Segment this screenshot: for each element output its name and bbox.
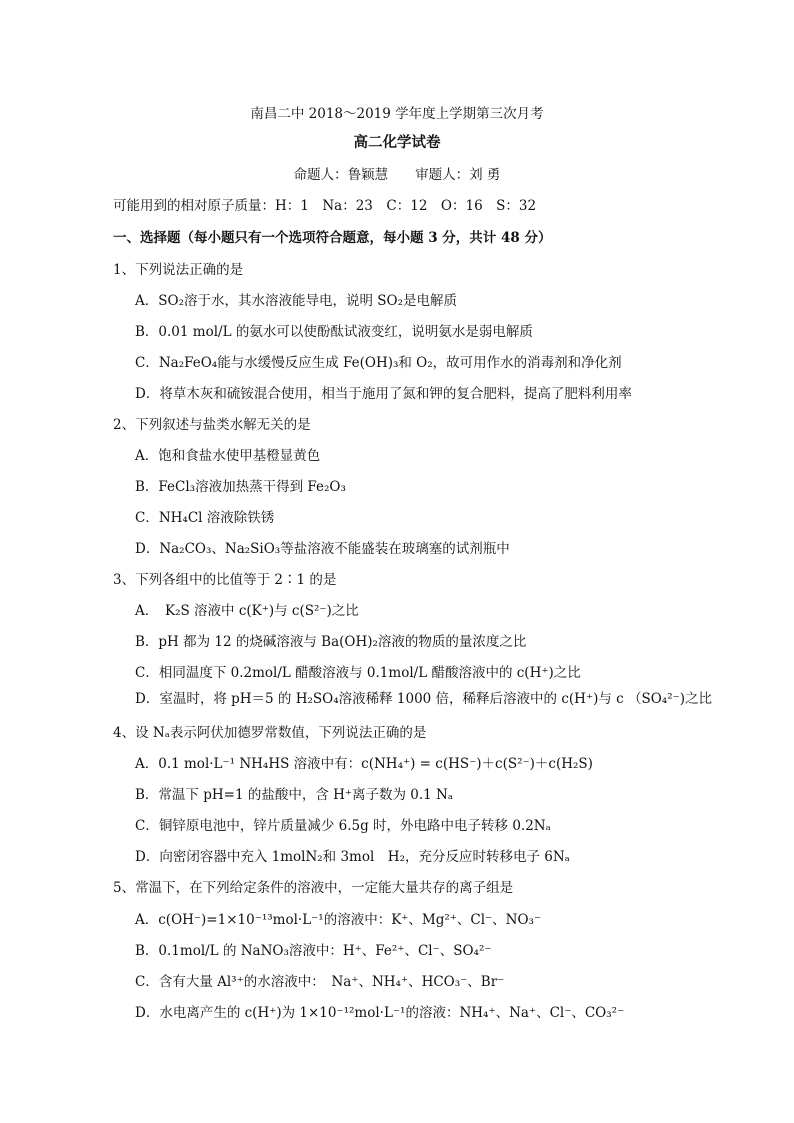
question-option: C．Na₂FeO₄能与水缓慢反应生成 Fe(OH)₃和 O₂，故可用作水的消毒剂和净化剂	[135, 355, 622, 371]
question-stem: 2、下列叙述与盐类水解无关的是	[113, 417, 311, 433]
question-option: A．SO₂溶于水，其水溶液能导电，说明 SO₂是电解质	[135, 293, 457, 309]
question-option: B．常温下 pH=1 的盐酸中，含 H⁺离子数为 0.1 Nₐ	[135, 787, 454, 803]
question-option: C．含有大量 Al³⁺的水溶液中： Na⁺、NH₄⁺、HCO₃⁻、Br⁻	[135, 974, 505, 990]
question-option: B．FeCl₃溶液加热蒸干得到 Fe₂O₃	[135, 479, 346, 495]
question-option: B．pH 都为 12 的烧碱溶液与 Ba(OH)₂溶液的物质的量浓度之比	[135, 634, 527, 650]
question-stem: 3、下列各组中的比值等于 2∶1 的是	[113, 572, 337, 588]
question-option: C．铜锌原电池中，锌片质量减少 6.5g 时，外电路中电子转移 0.2Nₐ	[135, 818, 551, 834]
question-option: A．饱和食盐水使甲基橙显黄色	[135, 448, 321, 464]
atomic-masses: 可能用到的相对原子质量：H：1 Na：23 C：12 O：16 S：32	[113, 198, 537, 214]
school-line: 南昌二中 2018～2019 学年度上学期第三次月考	[250, 106, 544, 122]
question-option: D．Na₂CO₃、Na₂SiO₃等盐溶液不能盛装在玻璃塞的试剂瓶中	[135, 541, 510, 557]
question-option: D．将草木灰和硫铵混合使用，相当于施用了氮和钾的复合肥料，提高了肥料利用率	[135, 386, 632, 402]
question-stem: 4、设 Nₐ表示阿伏加德罗常数值，下列说法正确的是	[113, 725, 427, 741]
question-option: A．0.1 mol·L⁻¹ NH₄HS 溶液中有：c(NH₄⁺) = c(HS⁻)＋c(S²⁻)＋c(H₂S)	[135, 756, 593, 772]
question-option: A．c(OH⁻)=1×10⁻¹³mol·L⁻¹的溶液中：K⁺、Mg²⁺、Cl⁻、NO₃⁻	[135, 912, 542, 928]
question-option: D．室温时，将 pH＝5 的 H₂SO₄溶液稀释 1000 倍，稀释后溶液中的 c(H⁺)与 c （SO₄²⁻)之比	[135, 691, 713, 707]
section-heading: 一、选择题（每小题只有一个选项符合题意，每小题 3 分，共计 48 分）	[113, 230, 552, 246]
question-option: B．0.01 mol/L 的氨水可以使酚酞试液变红，说明氨水是弱电解质	[135, 324, 533, 340]
question-option: C．NH₄Cl 溶液除铁锈	[135, 510, 275, 526]
page-title: 高二化学试卷	[353, 134, 441, 151]
question-option: A． K₂S 溶液中 c(K⁺)与 c(S²⁻)之比	[135, 603, 359, 619]
authors-line: 命题人：鲁颖慧 审题人：刘 勇	[293, 167, 501, 183]
question-stem: 5、常温下，在下列给定条件的溶液中，一定能大量共存的离子组是	[113, 880, 514, 896]
question-option: D．向密闭容器中充入 1molN₂和 3mol H₂，充分反应时转移电子 6Nₐ	[135, 849, 570, 865]
question-option: B．0.1mol/L 的 NaNO₃溶液中：H⁺、Fe²⁺、Cl⁻、SO₄²⁻	[135, 943, 492, 959]
question-stem: 1、下列说法正确的是	[113, 262, 244, 278]
question-option: C．相同温度下 0.2mol/L 醋酸溶液与 0.1mol/L 醋酸溶液中的 c(H⁺)之比	[135, 665, 581, 681]
question-option: D．水电离产生的 c(H⁺)为 1×10⁻¹²mol·L⁻¹的溶液：NH₄⁺、Na⁺、Cl⁻、CO₃²⁻	[135, 1005, 625, 1021]
